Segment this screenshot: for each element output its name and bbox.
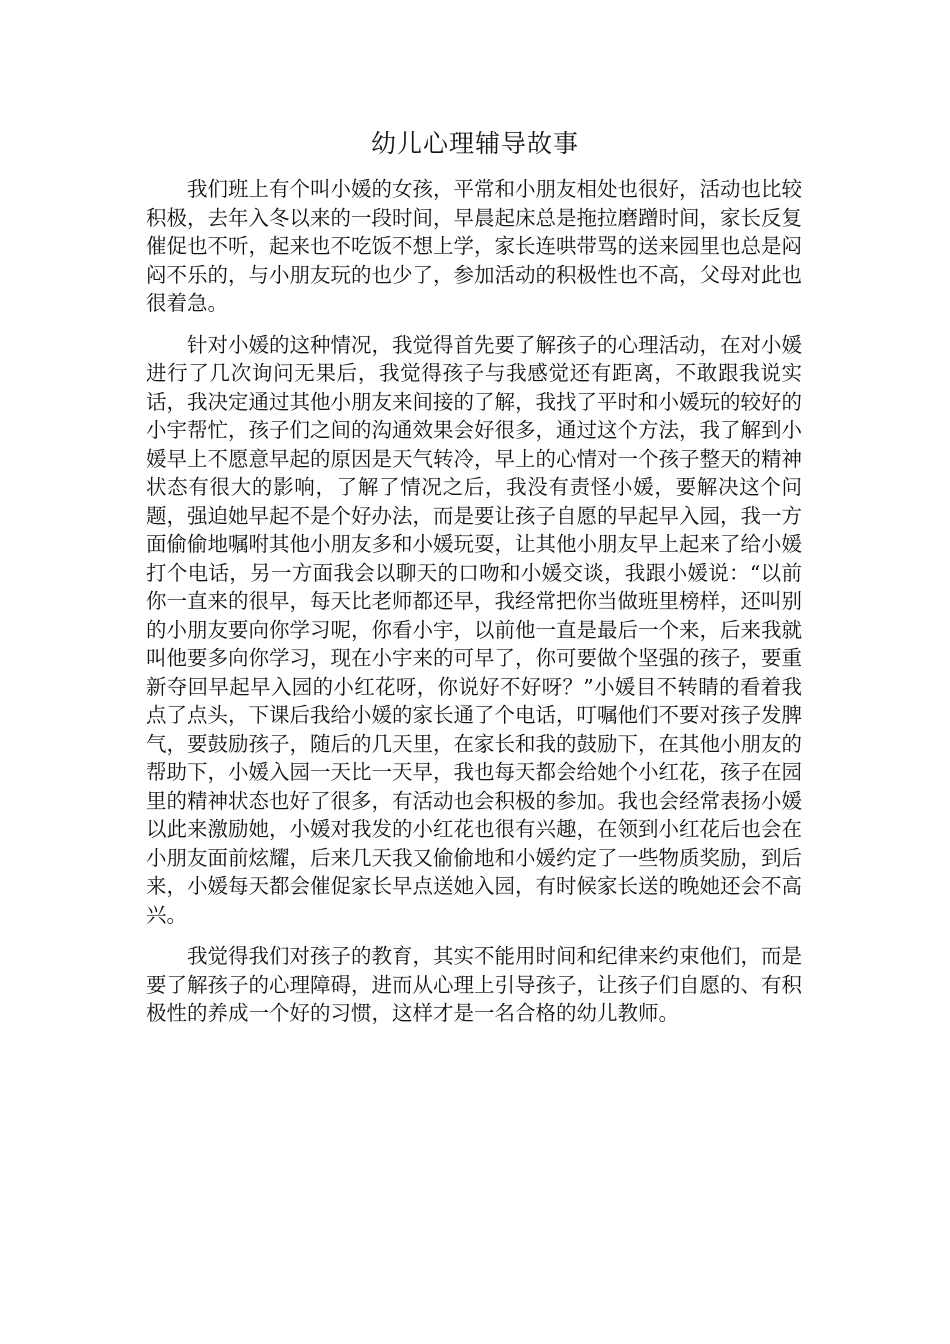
paragraph-3: 我觉得我们对孩子的教育，其实不能用时间和纪律来约束他们，而是要了解孩子的心理障碍，进而从心理上引导孩子，让孩子们自愿的、有积极性的养成一个好的习惯，这样才是一名合格的幼儿教师。 bbox=[146, 944, 802, 1025]
document-body bbox=[146, 175, 802, 1041]
paragraph-2: 针对小媛的这种情况，我觉得首先要了解孩子的心理活动，在对小媛进行了几次询问无果后，我觉得孩子与我感觉还有距离，不敢跟我说实话，我决定通过其他小朋友来间接的了解，我找了平时和小媛玩的较好的小宇帮忙，孩子们之间的沟通效果会好很多，通过这个方法，我了解到小媛早上不愿意早起的原因是天气转冷，早上的心情对一个孩子整天的精神状态有很大的影响，了解了情况之后，我没有责怪小媛，要解决这个问题，强迫她早起不是个好办法，而是要让孩子自愿的早起早入园，我一方面偷偷地嘱咐其他小朋友多和小媛玩耍，让其他小朋友早上起来了给小媛打个电话，另一方面我会以聊天的口吻和小媛交谈，我跟小媛说：“以前你一直来的很早，每天比老师都还早，我经常把你当做班里榜样，还叫别的小朋友要向你学习呢，你看小宇，以前他一直是最后一个来，后来我就叫他要多向你学习，现在小宇来的可早了，你可要做个坚强的孩子，要重新夺回早起早入园的小红花呀，你说好不好呀？”小媛目不转睛的看着我点了点头，下课后我给小媛的家长通了个电话，叮嘱他们不要对孩子发脾气，要鼓励孩子，随后的几天里，在家长和我的鼓励下，在其他小朋友的帮助下，小媛入园一天比一天早，我也每天都会给她个小红花，孩子在园里的精神状态也好了很多，有活动也会积极的参加。我也会经常表扬小媛以此来激励她，小媛对我发的小红花也很有兴趣，在领到小红花后也会在小朋友面前炫耀，后来几天我又偷偷地和小媛约定了一些物质奖励，到后来，小媛每天都会催促家长早点送她入园，有时候家长送的晚她还会不高兴。 bbox=[146, 332, 802, 927]
document-title: 幼儿心理辅导故事 bbox=[370, 129, 579, 158]
paragraph-1: 我们班上有个叫小媛的女孩，平常和小朋友相处也很好，活动也比较积极，去年入冬以来的一段时间，早晨起床总是拖拉磨蹭时间，家长反复催促也不听，起来也不吃饭不想上学，家长连哄带骂的送来园里也总是闷闷不乐的，与小朋友玩的也少了，参加活动的积极性也不高，父母对此也很着急。 bbox=[146, 177, 802, 315]
